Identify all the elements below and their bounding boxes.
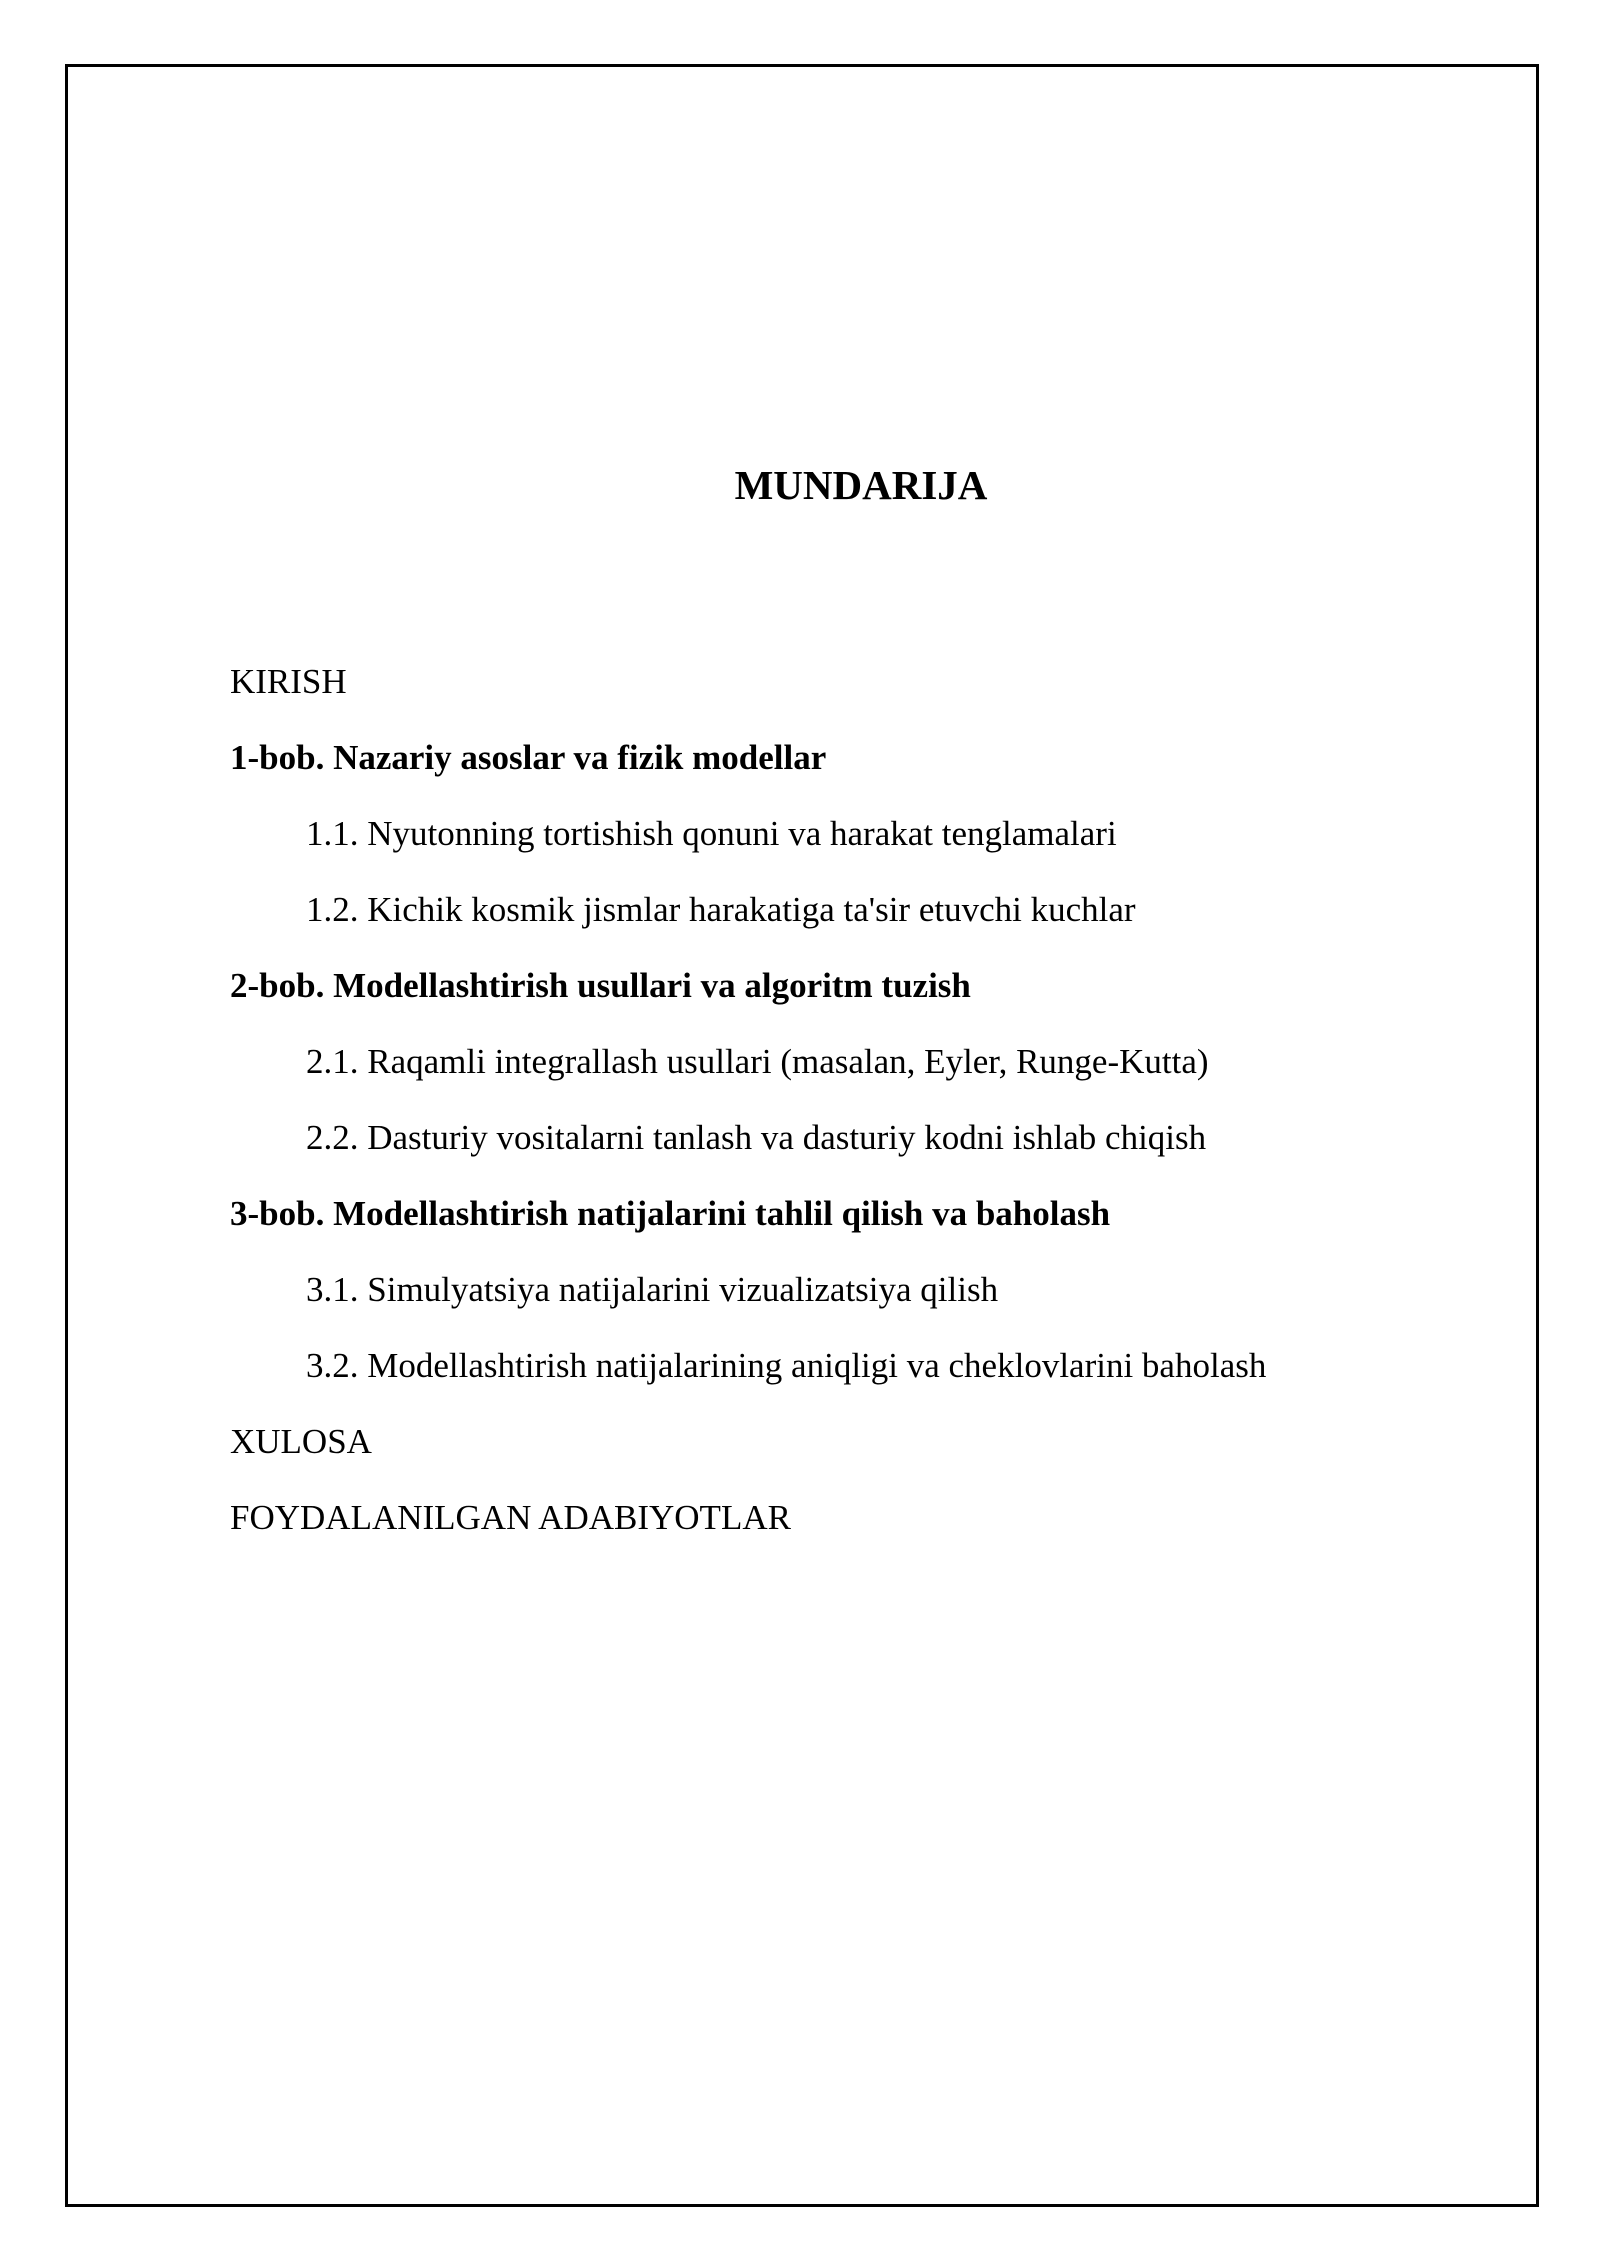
toc-entry-chapter-3: 3-bob. Modellashtirish natijalarini tahlil qilish va baholash — [230, 1194, 1111, 1233]
toc-entry-section-3-1: 3.1. Simulyatsiya natijalarini vizualizatsiya qilish — [306, 1270, 999, 1309]
toc-entry-references: FOYDALANILGAN ADABIYOTLAR — [230, 1498, 791, 1537]
toc-entry-section-2-2: 2.2. Dasturiy vositalarni tanlash va dasturiy kodni ishlab chiqish — [306, 1118, 1207, 1157]
page-title: MUNDARIJA — [734, 462, 988, 508]
toc-entry-chapter-1: 1-bob. Nazariy asoslar va fizik modellar — [230, 738, 827, 777]
toc-entry-section-2-1: 2.1. Raqamli integrallash usullari (masalan, Eyler, Runge-Kutta) — [306, 1042, 1209, 1081]
toc-entry-chapter-2: 2-bob. Modellashtirish usullari va algoritm tuzish — [230, 966, 971, 1005]
toc-entry-section-1-1: 1.1. Nyutonning tortishish qonuni va harakat tenglamalari — [306, 814, 1117, 853]
toc-entry-section-3-2: 3.2. Modellashtirish natijalarining aniqligi va cheklovlarini baholash — [306, 1346, 1267, 1385]
toc-entry-conclusion: XULOSA — [230, 1422, 372, 1461]
table-of-contents — [230, 644, 1480, 1556]
toc-entry-introduction: KIRISH — [230, 662, 347, 701]
toc-entry-section-1-2: 1.2. Kichik kosmik jismlar harakatiga ta'sir etuvchi kuchlar — [306, 890, 1136, 929]
